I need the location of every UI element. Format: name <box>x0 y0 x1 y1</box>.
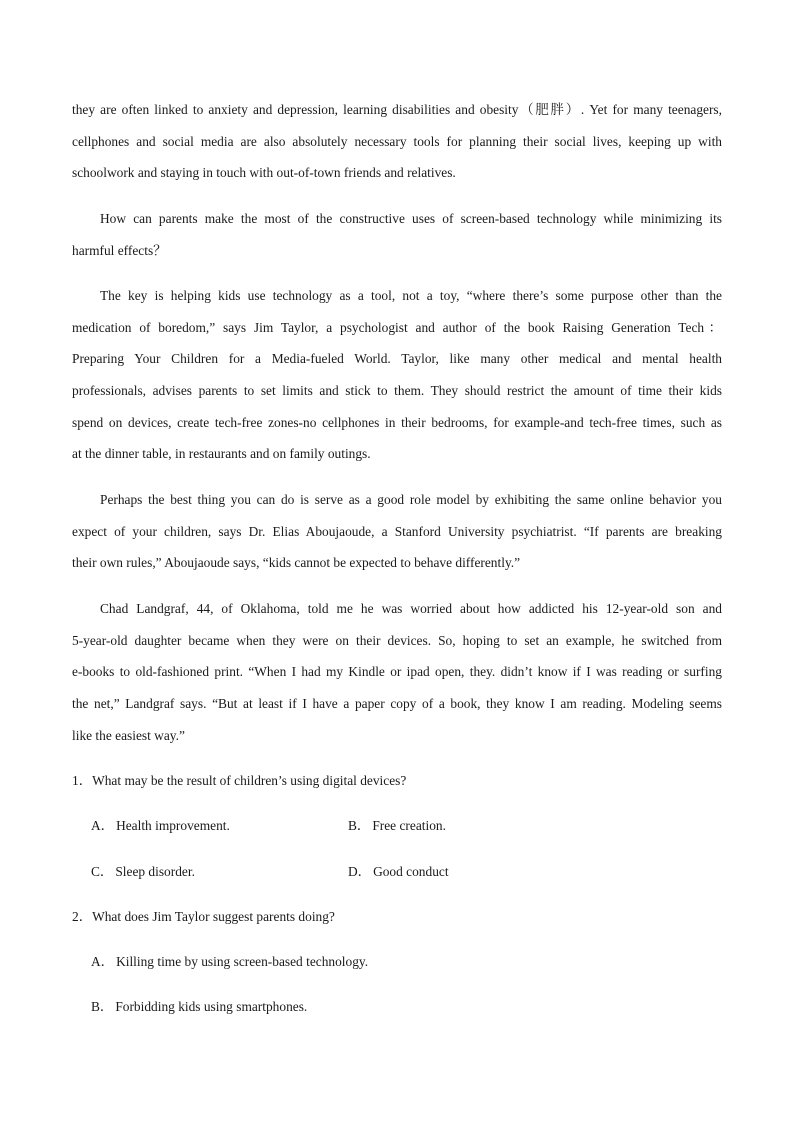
paragraph-line: 5-year-old daughter became when they were on their devices. So, hoping to set an example, he switched from <box>72 632 722 648</box>
paragraph-line: at the dinner table, in restaurants and on family outings. <box>72 446 371 462</box>
paragraph-line: like the easiest way.” <box>72 727 185 743</box>
option-text: Free creation. <box>372 818 446 833</box>
option-letter: D． <box>348 864 372 879</box>
paragraph-line: The key is helping kids use technology as a tool, not a toy, “where there’s some purpose other than the <box>100 288 722 303</box>
question-text: What may be the result of children’s using digital devices? <box>92 773 407 788</box>
option-text: Sleep disorder. <box>115 864 195 879</box>
option-text: Killing time by using screen-based technology. <box>116 954 369 969</box>
option-2b[interactable] <box>91 997 307 1017</box>
question-text: What does Jim Taylor suggest parents doing? <box>92 909 335 924</box>
paragraph-3 <box>72 286 722 476</box>
option-letter: B． <box>348 818 371 833</box>
question-1 <box>72 771 406 791</box>
paragraph-line: the net,” Landgraf says. “But at least if I have a paper copy of a book, they know I am reading. Modeling seems <box>72 696 722 712</box>
paragraph-4 <box>72 490 722 585</box>
paragraph-2 <box>72 209 722 272</box>
paragraph-line: they are often linked to anxiety and depression, learning disabilities and obesity（肥胖）. Yet for many teenagers, <box>72 102 722 117</box>
paragraph-line: expect of your children, says Dr. Elias Aboujaoude, a Stanford University psychiatrist. “If parents are breaking <box>72 523 722 539</box>
option-text: Good conduct <box>373 864 449 879</box>
option-1d[interactable] <box>348 862 449 882</box>
paragraph-line: schoolwork and staying in touch with out-of-town friends and relatives. <box>72 165 456 181</box>
option-1c[interactable] <box>91 862 195 882</box>
paragraph-line: Perhaps the best thing you can do is serve as a good role model by exhibiting the same online behavior you <box>100 492 722 507</box>
paragraph-line: harmful effects？ <box>72 242 167 258</box>
option-letter: B． <box>91 999 114 1014</box>
option-text: Forbidding kids using smartphones. <box>115 999 308 1014</box>
paragraph-line: their own rules,” Aboujaoude says, “kids cannot be expected to behave differently.” <box>72 555 521 571</box>
paragraph-line: spend on devices, create tech-free zones-no cellphones in their bedrooms, for example-and tech-free times, such as <box>72 414 722 430</box>
option-letter: C． <box>91 864 114 879</box>
paragraph-line: cellphones and social media are also absolutely necessary tools for planning their social lives, keeping up with <box>72 133 722 149</box>
paragraph-line: professionals, advises parents to set limits and stick to them. They should restrict the amount of time their kids <box>72 383 722 399</box>
option-1a[interactable] <box>91 816 230 836</box>
paragraph-line: e-books to old-fashioned print. “When I had my Kindle or ipad open, they. didn’t know if I was reading or surfing <box>72 664 722 680</box>
question-number: 2． <box>72 909 93 924</box>
paragraph-line: How can parents make the most of the constructive uses of screen-based technology while minimizing its <box>100 211 722 226</box>
paragraph-line: Preparing Your Children for a Media-fueled World. Taylor, like many other medical and mental health <box>72 351 722 367</box>
option-letter: A． <box>91 818 115 833</box>
paragraph-1 <box>72 100 722 195</box>
option-text: Health improvement. <box>116 818 230 833</box>
paragraph-5 <box>72 599 722 757</box>
question-2 <box>72 907 335 927</box>
paragraph-line: medication of boredom,” says Jim Taylor, a psychologist and author of the book Raising Generation Tech： <box>72 319 722 335</box>
option-1b[interactable] <box>348 816 446 836</box>
paragraph-line: Chad Landgraf, 44, of Oklahoma, told me he was worried about how addicted his 12-year-old son and <box>100 601 722 616</box>
option-2a[interactable] <box>91 952 368 972</box>
question-number: 1． <box>72 773 93 788</box>
option-letter: A． <box>91 954 115 969</box>
